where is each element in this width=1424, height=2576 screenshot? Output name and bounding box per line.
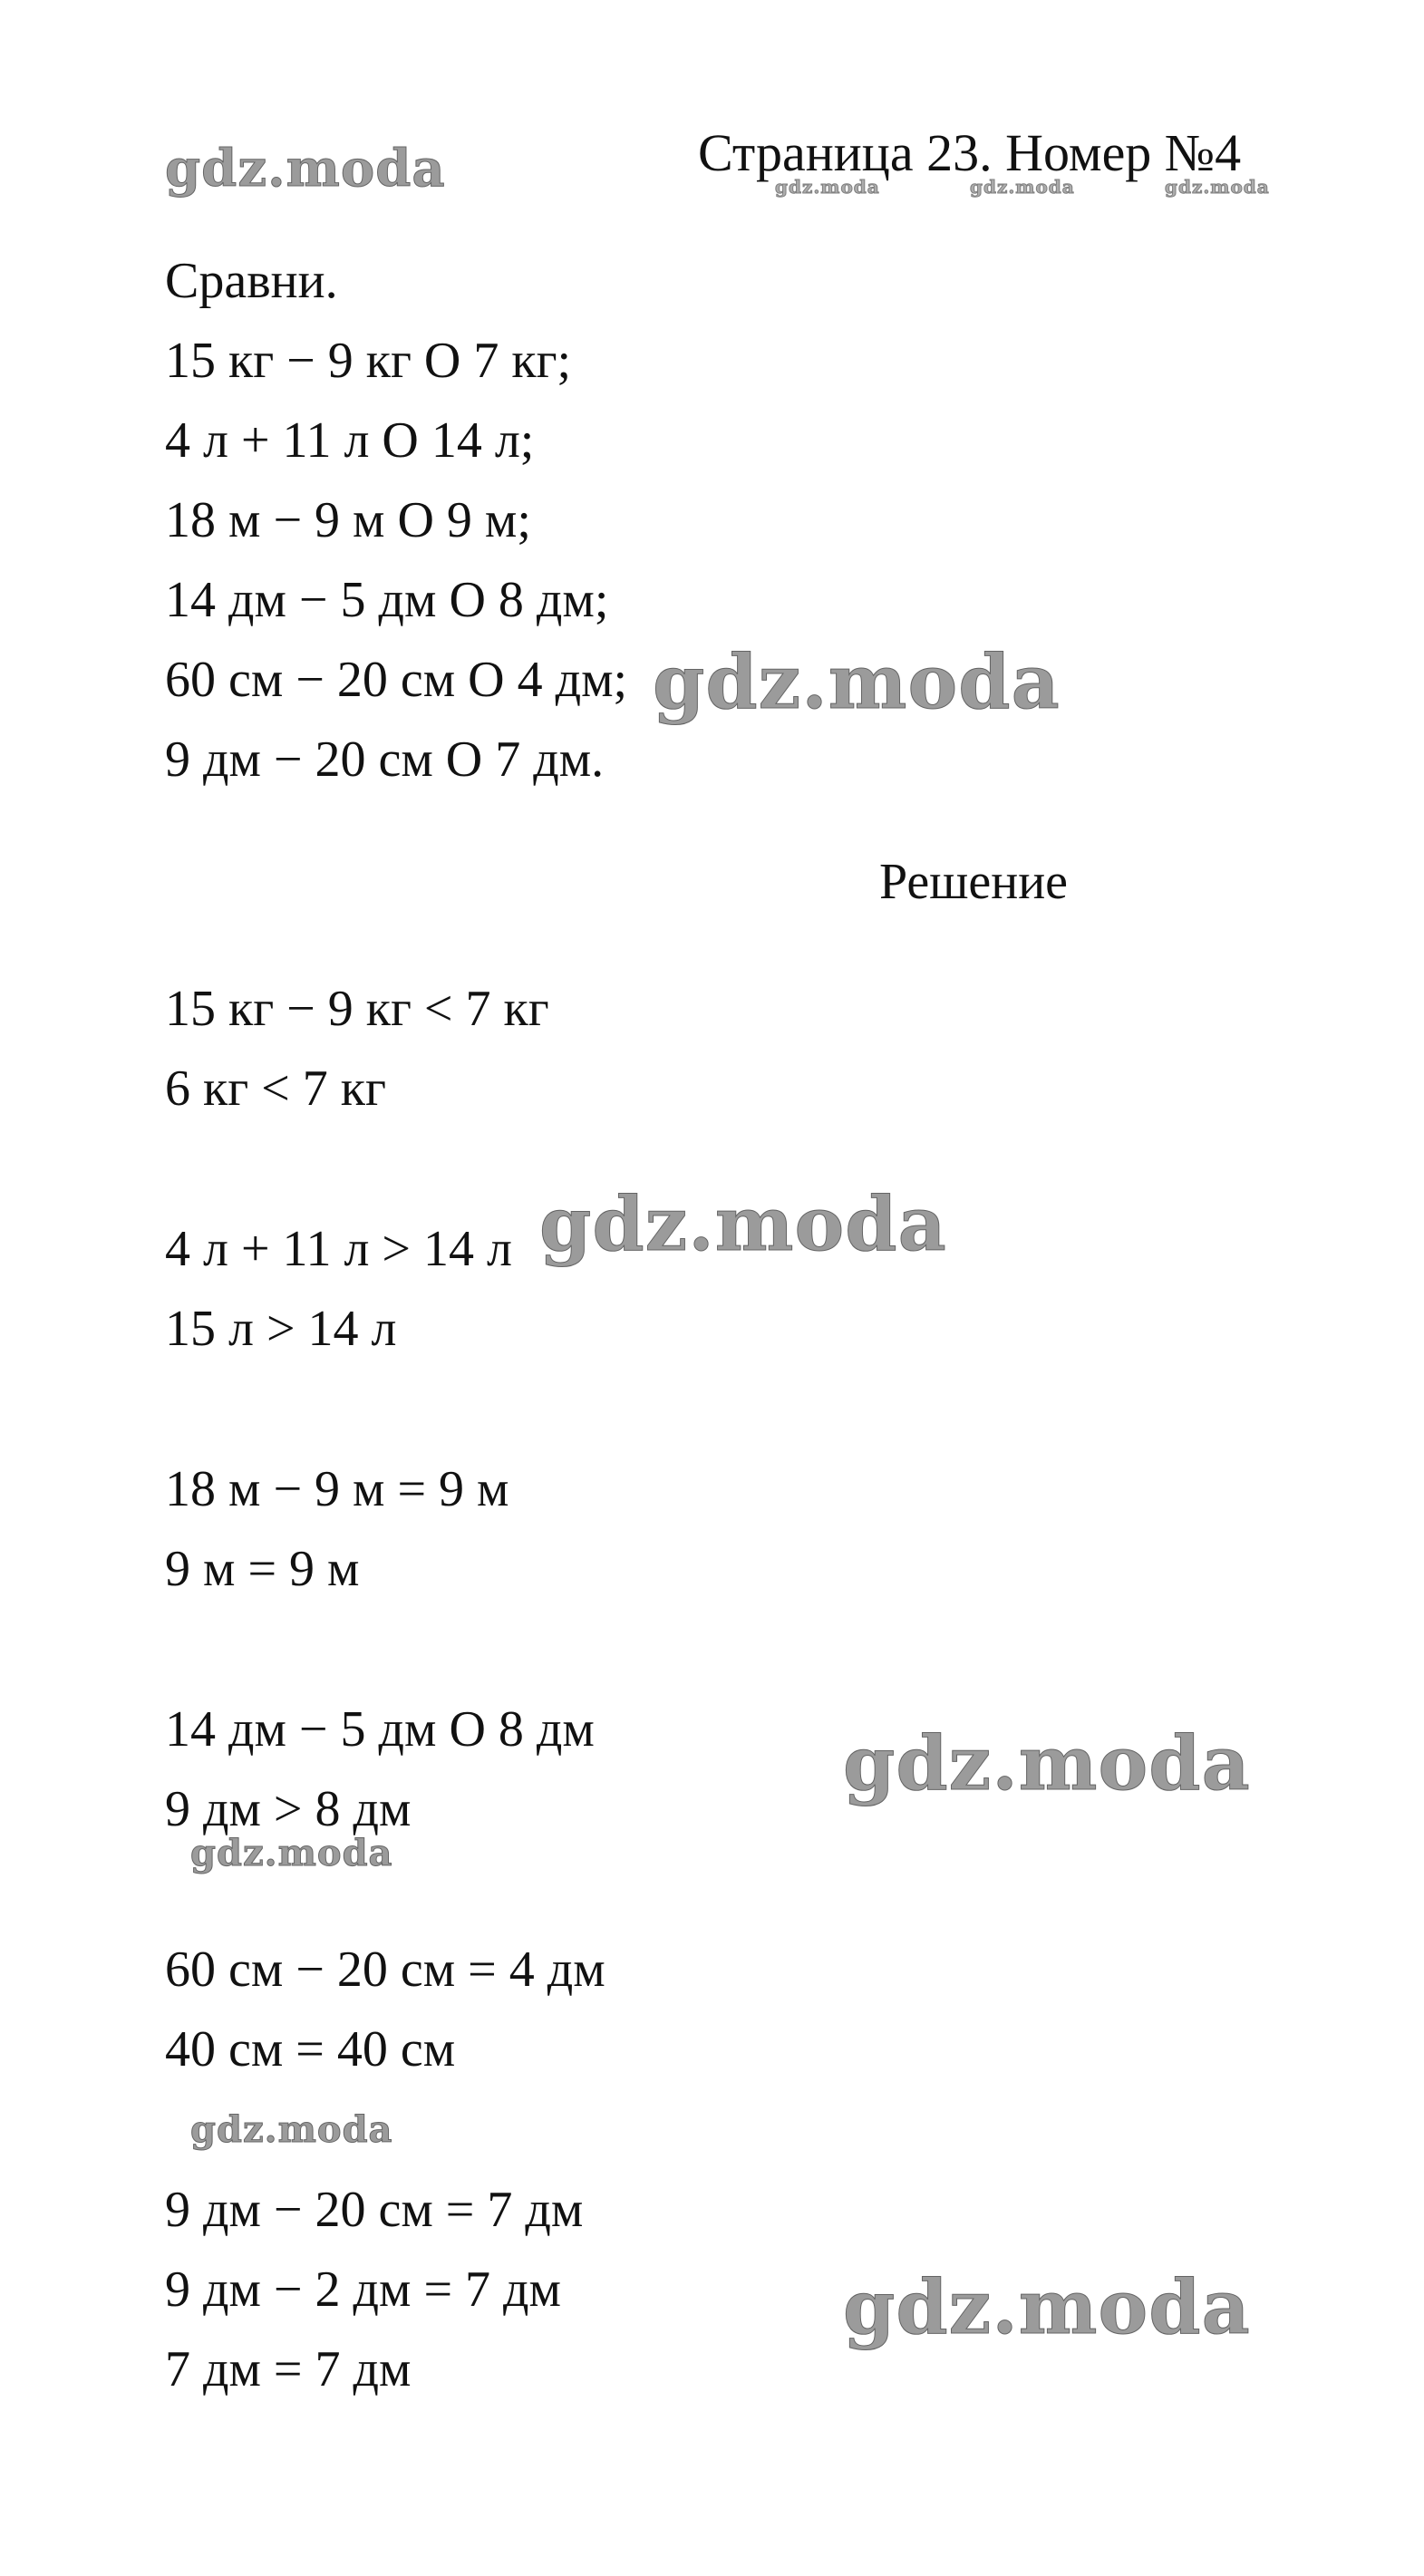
task-item: 18 м − 9 м О 9 м;: [165, 492, 531, 548]
page-title: Страница 23. Номер №4: [698, 123, 1242, 182]
watermark-logo: gdz.moda: [775, 176, 880, 198]
solution-line: 40 см = 40 см: [165, 2021, 456, 2077]
solution-line: 18 м − 9 м = 9 м: [165, 1461, 509, 1517]
watermark-logo: gdz.moda: [190, 1832, 393, 1874]
watermark-logo: gdz.moda: [539, 1181, 947, 1268]
watermark-logo: gdz.moda: [165, 139, 446, 199]
watermark-logo: gdz.moda: [1165, 176, 1270, 198]
solution-line: 9 дм − 2 дм = 7 дм: [165, 2261, 561, 2318]
solution-line: 7 дм = 7 дм: [165, 2341, 412, 2397]
task-prompt: Сравни.: [165, 253, 338, 309]
watermark-logo: gdz.moda: [970, 176, 1075, 198]
watermark-logo: gdz.moda: [653, 639, 1061, 726]
solution-line: 15 кг − 9 кг < 7 кг: [165, 981, 549, 1037]
watermark-logo: gdz.moda: [190, 2108, 393, 2151]
solution-line: 60 см − 20 см = 4 дм: [165, 1942, 605, 1998]
solution-line: 9 дм > 8 дм: [165, 1781, 412, 1837]
task-item: 9 дм − 20 см О 7 дм.: [165, 731, 605, 788]
task-item: 60 см − 20 см О 4 дм;: [165, 652, 628, 708]
watermark-logo: gdz.moda: [843, 2264, 1251, 2351]
solution-line: 9 м = 9 м: [165, 1541, 360, 1597]
solution-line: 6 кг < 7 кг: [165, 1060, 386, 1117]
solution-heading: Решение: [879, 854, 1069, 910]
task-item: 4 л + 11 л О 14 л;: [165, 412, 535, 469]
task-item: 14 дм − 5 дм О 8 дм;: [165, 572, 609, 628]
solution-line: 15 л > 14 л: [165, 1301, 397, 1357]
solution-line: 9 дм − 20 см = 7 дм: [165, 2182, 584, 2238]
watermark-logo: gdz.moda: [843, 1720, 1251, 1807]
solution-line: 14 дм − 5 дм О 8 дм: [165, 1701, 595, 1758]
solution-line: 4 л + 11 л > 14 л: [165, 1221, 512, 1277]
task-item: 15 кг − 9 кг О 7 кг;: [165, 333, 572, 389]
